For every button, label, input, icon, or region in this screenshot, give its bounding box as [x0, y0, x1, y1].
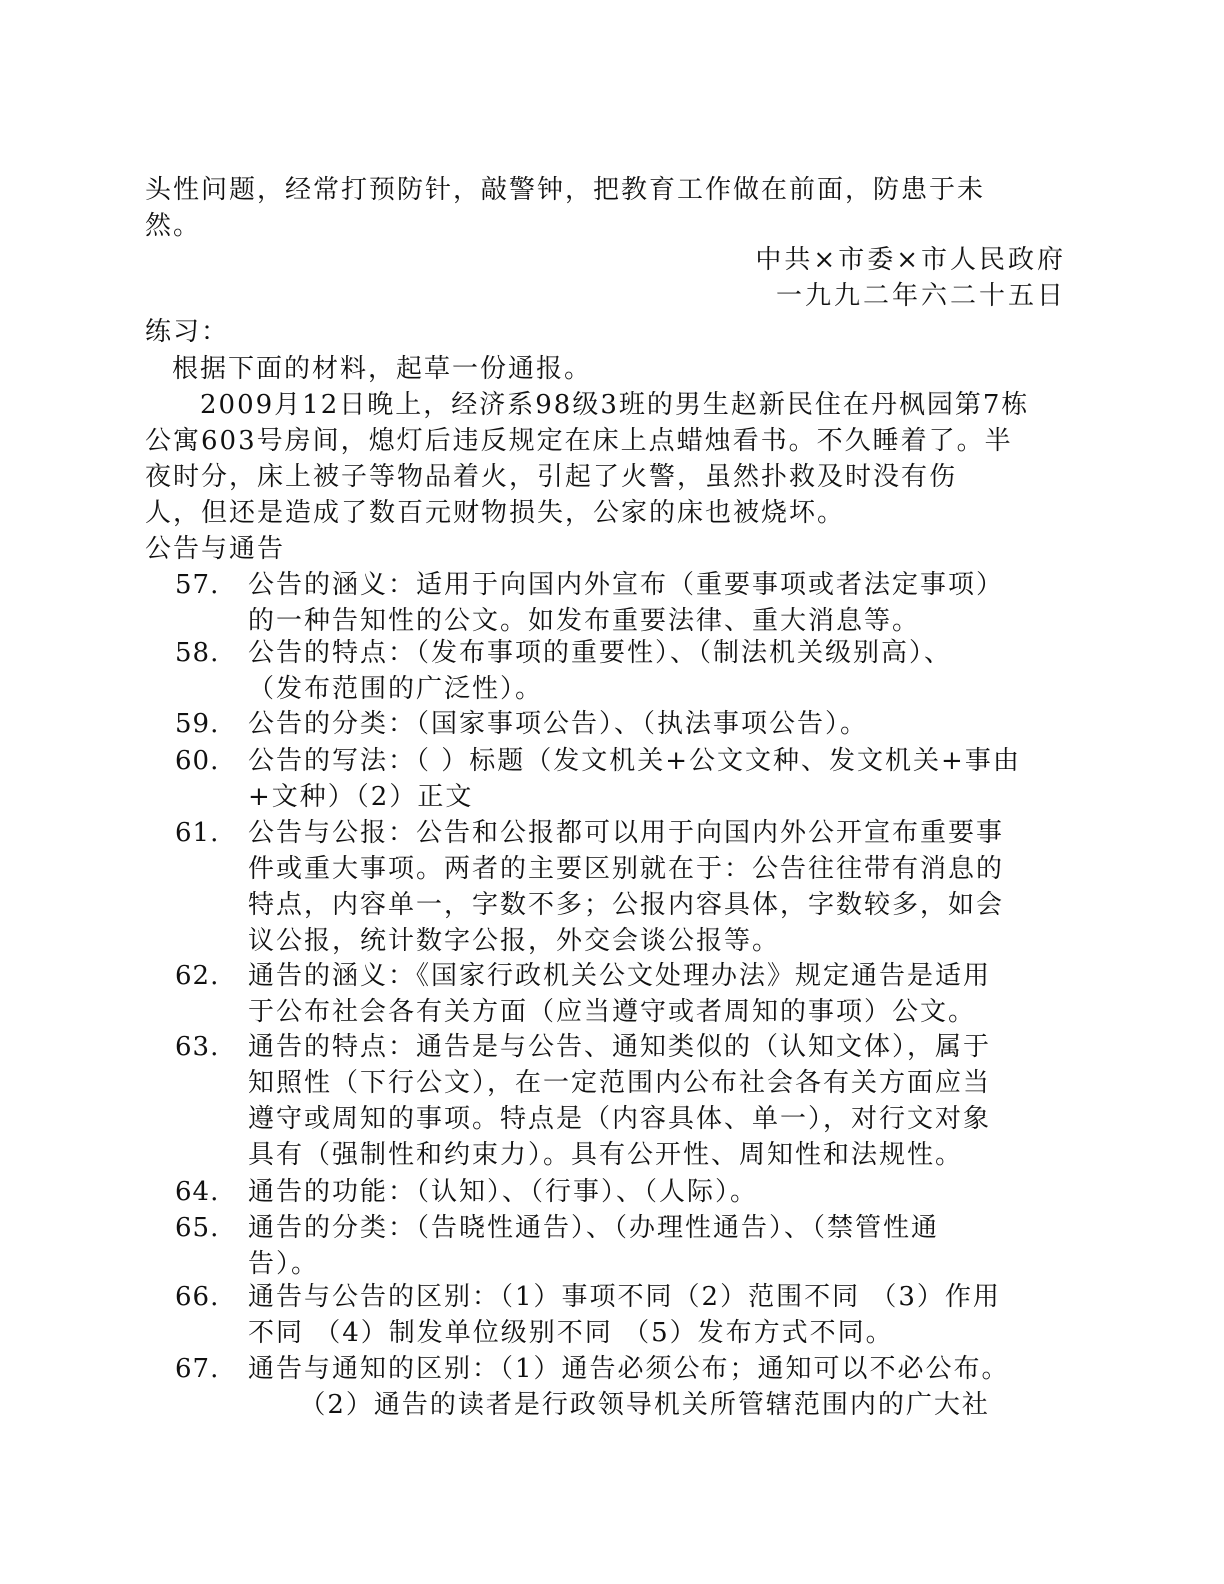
item-text-line: 通告的分类：（告晓性通告）、（办理性通告）、（禁管性通 — [248, 1213, 940, 1243]
item-text-line: 公告的特点：（发布事项的重要性）、（制法机关级别高）、 — [248, 638, 953, 668]
material-line-4: 人，但还是造成了数百元财物损失，公家的床也被烧坏。 — [145, 498, 846, 528]
material-line-1: 2009月12日晚上，经济系98级3班的男生赵新民住在丹枫园第7栋 — [200, 390, 1030, 420]
item-number: 60. — [175, 746, 220, 776]
item-text-line: +文种）（2）正文 — [248, 782, 474, 812]
item-text-line: 件或重大事项。两者的主要区别就在于：公告往往带有消息的 — [248, 854, 1005, 884]
item-text-line: 通告的功能：（认知）、（行事）、（人际）。 — [248, 1177, 759, 1207]
item-text-line: 通告与通知的区别：（1）通告必须公布；通知可以不必公布。 — [248, 1354, 1010, 1384]
item-text-line: 通告的涵义：《国家行政机关公文处理办法》规定通告是适用 — [248, 961, 992, 991]
item-text-line: （发布范围的广泛性）。 — [248, 674, 544, 704]
item-number: 65. — [175, 1213, 220, 1243]
item-number: 59. — [175, 709, 220, 739]
item-text-line: 通告的特点：通告是与公告、通知类似的（认知文体），属于 — [248, 1032, 992, 1062]
item-text-line: 告）。 — [248, 1249, 320, 1279]
item-number: 58. — [175, 638, 220, 668]
item-text-line: 知照性（下行公文），在一定范围内公布社会各有关方面应当 — [248, 1068, 992, 1098]
item-number: 57. — [175, 570, 220, 600]
item-number: 63. — [175, 1032, 220, 1062]
item-text-line: 公告的涵义：适用于向国内外宣布（重要事项或者法定事项） — [248, 570, 1005, 600]
intro-line-1: 头性问题，经常打预防针，敲警钟，把教育工作做在前面，防患于未 — [145, 175, 986, 205]
item-text-line: （2）通告的读者是行政领导机关所管辖范围内的广大社 — [248, 1390, 990, 1420]
item-text-line: 的一种告知性的公文。如发布重要法律、重大消息等。 — [248, 606, 921, 636]
item-number: 67. — [175, 1354, 220, 1384]
item-text-line: 遵守或周知的事项。特点是（内容具体、单一），对行文对象 — [248, 1104, 992, 1134]
signature-org: 中共×市委×市人民政府 — [755, 245, 1066, 275]
section-title: 公告与通告 — [145, 534, 286, 564]
item-number: 61. — [175, 818, 220, 848]
item-text-line: 公告的写法：（ ）标题（发文机关+公文文种、发文机关+事由 — [248, 746, 1021, 776]
item-text-line: 特点，内容单一，字数不多；公报内容具体，字数较多，如会 — [248, 890, 1005, 920]
signature-date: 一九九二年六二十五日 — [775, 281, 1066, 311]
item-text-line: 公告与公报：公告和公报都可以用于向国内外公开宣布重要事 — [248, 818, 1005, 848]
item-number: 64. — [175, 1177, 220, 1207]
item-text-line: 通告与公告的区别：（1）事项不同（2）范围不同 （3）作用 — [248, 1282, 1001, 1312]
item-text-line: 议公报，统计数字公报，外交会谈公报等。 — [248, 926, 781, 956]
material-line-3: 夜时分，床上被子等物品着火，引起了火警，虽然扑救及时没有伤 — [145, 462, 958, 492]
item-text-line: 于公布社会各有关方面（应当遵守或者周知的事项）公文。 — [248, 997, 977, 1027]
item-number: 62. — [175, 961, 220, 991]
material-line-2: 公寓603号房间，熄灯后违反规定在床上点蜡烛看书。不久睡着了。半 — [145, 426, 1013, 456]
exercise-heading: 练习： — [145, 317, 230, 347]
item-text-line: 公告的分类：（国家事项公告）、（执法事项公告）。 — [248, 709, 869, 739]
item-text-line: 具有（强制性和约束力）。具有公开性、周知性和法规性。 — [248, 1140, 964, 1170]
item-number: 66. — [175, 1282, 220, 1312]
intro-line-2: 然。 — [145, 211, 202, 241]
exercise-instruction: 根据下面的材料，起草一份通报。 — [172, 354, 593, 384]
item-text-line: 不同 （4）制发单位级别不同 （5）发布方式不同。 — [248, 1318, 894, 1348]
